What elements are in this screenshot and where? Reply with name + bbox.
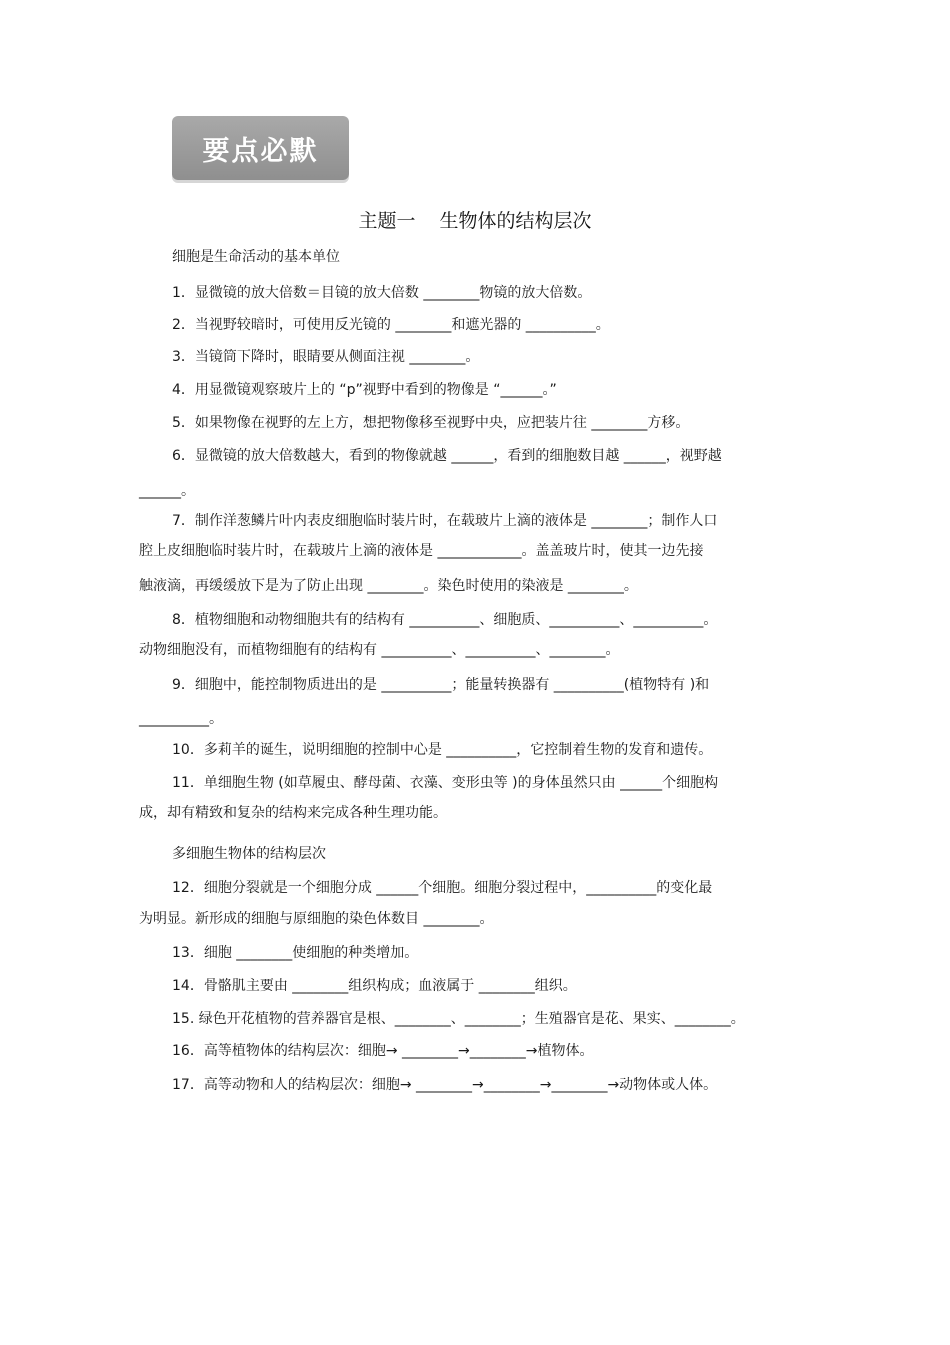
question-8-line-1: 8．植物细胞和动物细胞共有的结构有 __________、细胞质、__________、__________。 [172,612,718,628]
section-badge: 要点必默 [172,116,349,180]
title-part2: 生物体的结构层次 [439,210,592,232]
question-4: 4．用显微镜观察玻片上的 “p”视野中看到的物像是 “______。” [172,382,557,398]
question-6-line-2: ______。 [139,483,195,499]
question-11-line-1: 11．单细胞生物 (如草履虫、酵母菌、衣藻、变形虫等 )的身体虽然只由 ______个细胞构 [172,775,719,791]
question-3: 3．当镜筒下降时，眼睛要从侧面注视 ________。 [172,349,480,365]
section-heading-multicell: 多细胞生物体的结构层次 [172,846,326,862]
question-9-line-2: __________。 [139,711,223,727]
question-10: 10．多莉羊的诞生，说明细胞的控制中心是 __________，它控制着生物的发育和遗传。 [172,742,713,758]
question-7-line-1: 7．制作洋葱鳞片叶内表皮细胞临时装片时，在载玻片上滴的液体是 ________；制作人口 [172,513,718,529]
question-17: 17．高等动物和人的结构层次：细胞→ ________→________→________→动物体或人体。 [172,1077,718,1093]
question-16: 16．高等植物体的结构层次：细胞→ ________→________→植物体。 [172,1043,594,1059]
question-13: 13．细胞 ________使细胞的种类增加。 [172,945,419,961]
question-9-line-1: 9．细胞中，能控制物质进出的是 __________；能量转换器有 __________(植物特有 )和 [172,677,710,693]
section-heading-cell: 细胞是生命活动的基本单位 [172,249,340,265]
question-2: 2．当视野较暗时，可使用反光镜的 ________和遮光器的 __________。 [172,317,610,333]
title-part1: 主题一 [358,210,416,232]
question-15: 15. 绿色开花植物的营养器官是根、________、________；生殖器官是花、果实、________。 [172,1011,745,1027]
question-1: 1．显微镜的放大倍数＝目镜的放大倍数 ________物镜的放大倍数。 [172,285,592,301]
question-5: 5．如果物像在视野的左上方，想把物像移至视野中央，应把装片往 ________方移。 [172,415,690,431]
question-11-line-2: 成，却有精致和复杂的结构来完成各种生理功能。 [139,805,447,821]
question-7-line-3: 触液滴，再缓缓放下是为了防止出现 ________。染色时使用的染液是 ________。 [139,578,638,594]
question-12-line-1: 12．细胞分裂就是一个细胞分成 ______个细胞。细胞分裂过程中，__________的变化最 [172,880,713,896]
question-8-line-2: 动物细胞没有，而植物细胞有的结构有 __________、__________、________。 [139,642,620,658]
question-6-line-1: 6．显微镜的放大倍数越大，看到的物像就越 ______，看到的细胞数目越 ______，视野越 [172,448,722,464]
question-7-line-2: 腔上皮细胞临时装片时，在载玻片上滴的液体是 ____________。盖盖玻片时，使其一边先接 [139,543,704,559]
question-12-line-2: 为明显。新形成的细胞与原细胞的染色体数目 ________。 [139,911,494,927]
page-title [0,206,950,233]
question-14: 14．骨骼肌主要由 ________组织构成；血液属于 ________组织。 [172,978,577,994]
